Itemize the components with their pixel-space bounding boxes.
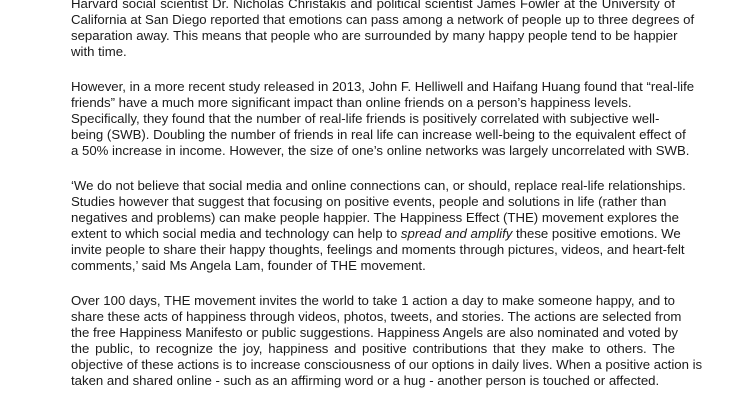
paragraph-2-line-2: friends” have a much more significant impact than online friends on a person’s happiness levels. — [71, 95, 632, 110]
paragraph-1-line-4: with time. — [71, 44, 127, 59]
paragraph-4-line-3: the free Happiness Manifesto or public suggestions. Happiness Angels are also nominated and voted by — [71, 325, 678, 340]
paragraph-4-line-4: the public, to recognize the joy, happiness and positive contributions that they make to others. The — [71, 341, 675, 356]
paragraph-4-line-2: share these acts of happiness through videos, photos, tweets, and stories. The actions are selected from — [71, 309, 682, 324]
paragraph-4-line-1: Over 100 days, THE movement invites the world to take 1 action a day to make someone happy, and to — [71, 293, 675, 308]
paragraph-1-line-1: Harvard social scientist Dr. Nicholas Christakis and political scientist James Fowler at the University of — [71, 0, 675, 11]
paragraph-4-line-5: objective of these actions is to increase consciousness of our options in daily lives. When a positive action is — [71, 357, 703, 372]
paragraph-4-line-6: taken and shared online - such as an affirming word or a hug - another person is touched or affected. — [71, 373, 660, 388]
paragraph-3-line-4-start: extent to which social media and technology can help to — [71, 226, 401, 241]
paragraph-3-line-3: negatives and problems) can make people happier. The Happiness Effect (THE) movement explores the — [71, 210, 679, 225]
paragraph-1-line-3: separation away. This means that people who are surrounded by many happy people tend to be happier — [71, 28, 678, 43]
paragraph-2-line-5: a 50% increase in income. However, the size of one’s online networks was largely uncorrelated with SWB. — [71, 143, 690, 158]
paragraph-3-line-6: comments,’ said Ms Angela Lam, founder of THE movement. — [71, 258, 426, 273]
paragraph-3-line-1: ‘We do not believe that social media and online connections can, or should, replace real-life relationships. — [71, 178, 686, 193]
paragraph-2-line-1: However, in a more recent study released in 2013, John F. Helliwell and Haifang Huang found that “real-life — [71, 79, 695, 94]
emphasis-spread-and-amplify: spread and amplify — [400, 226, 513, 241]
paragraph-1-line-2: California at San Diego reported that emotions can pass among a network of people up to three degrees of — [71, 12, 695, 27]
paragraph-2-line-3: Specifically, they found that the number of real-life friends is positively correlated with subjective well- — [71, 111, 660, 126]
paragraph-3-line-5: invite people to share their happy thoughts, feelings and moments through pictures, videos, and heart-felt — [71, 242, 685, 257]
paragraph-3-line-4-end: these positive emotions. We — [512, 226, 681, 241]
paragraph-2-line-4: being (SWB). Doubling the number of friends in real life can increase well-being to the equivalent effect of — [71, 127, 686, 142]
paragraph-3-line-2: Studies however that suggest that focusing on positive events, people and solutions in life (rather than — [71, 194, 667, 209]
